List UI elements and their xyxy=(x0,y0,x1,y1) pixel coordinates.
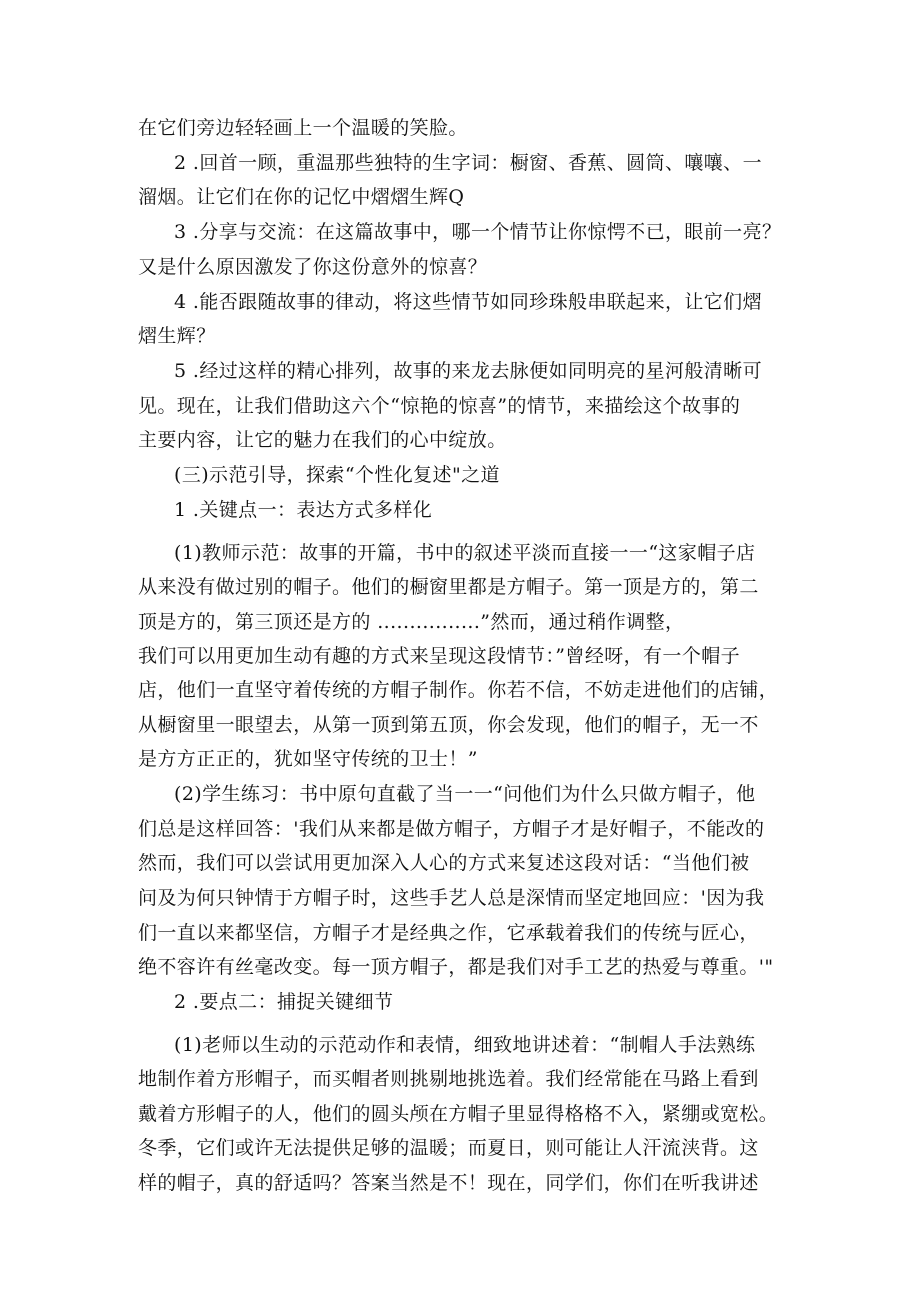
text-line: 从来没有做过别的帽子。他们的橱窗里都是方帽子。第一顶是方的，第二 xyxy=(138,576,759,598)
text-line: 戴着方形帽子的人，他们的圆头颅在方帽子里显得格格不入，紧绷或宽松。 xyxy=(138,1103,779,1125)
text-line: 顶是方的，第三顶还是方的 ................”然而，通过稍作调整， xyxy=(138,611,685,633)
text-line: 冬季，它们或许无法提供足够的温暖；而夏日，则可能让人汗流浃背。这 xyxy=(138,1137,759,1159)
text-line: 们一直以来都坚信，方帽子才是经典之作，它承载着我们的传统与匠心， xyxy=(138,922,759,944)
text-line: 溜烟。让它们在你的记忆中熠熠生辉Q xyxy=(138,186,465,208)
text-line: 3 .分享与交流：在这篇故事中，哪一个情节让你惊愕不已，眼前一亮？ xyxy=(174,221,782,243)
text-line: 5 .经过这样的精心排列，故事的来龙去脉便如同明亮的星河般清晰可 xyxy=(174,360,762,382)
text-line: 然而，我们可以尝试用更加深入人心的方式来复述这段对话：“当他们被 xyxy=(138,852,750,874)
subsection-heading: 2 .要点二：捕捉关键细节 xyxy=(174,991,394,1013)
text-line: 4 .能否跟随故事的律动，将这些情节如同珍珠般串联起来，让它们熠 xyxy=(174,291,762,313)
text-line: 2 .回首一顾，重温那些独特的生字词：橱窗、香蕉、圆筒、嚷嚷、一 xyxy=(174,152,762,174)
text-line: 我们可以用更加生动有趣的方式来呈现这段情节：”曾经呀，有一个帽子 xyxy=(138,645,741,667)
text-line: 是方方正正的，犹如坚守传统的卫士！” xyxy=(138,748,478,770)
section-heading: (三)示范引导，探索“个性化复述"之道 xyxy=(174,464,500,486)
text-line: 地制作着方形帽子，而买帽者则挑剔地挑选着。我们经常能在马路上看到 xyxy=(138,1068,759,1090)
text-line: 样的帽子，真的舒适吗？答案当然是不！现在，同学们，你们在听我讲述 xyxy=(138,1172,759,1194)
text-line: 绝不容许有丝毫改变。每一顶方帽子，都是我们对手工艺的热爱与尊重。'" xyxy=(138,956,774,978)
text-line: 们总是这样回答：'我们从来都是做方帽子，方帽子才是好帽子，不能改的 xyxy=(138,818,765,840)
text-line: 在它们旁边轻轻画上一个温暖的笑脸。 xyxy=(138,117,468,139)
text-line: 见。现在，让我们借助这六个“惊艳的惊喜”的情节，来描绘这个故事的 xyxy=(138,395,741,417)
subsection-heading: 1 .关键点一：表达方式多样化 xyxy=(174,499,433,521)
text-line: 主要内容，让它的魅力在我们的心中绽放。 xyxy=(138,429,507,451)
text-line: (1)教师示范：故事的开篇，书中的叙述平淡而直接一一“这家帽子店 xyxy=(174,542,756,564)
text-line: (2)学生练习：书中原句直截了当一一“问他们为什么只做方帽子，他 xyxy=(174,783,756,805)
text-line: 店，他们一直坚守着传统的方帽子制作。你若不信，不妨走进他们的店铺， xyxy=(138,679,779,701)
text-line: 又是什么原因激发了你这份意外的惊喜？ xyxy=(138,256,488,278)
text-line: 问及为何只钟情于方帽子时，这些手艺人总是深情而坚定地回应：'因为我 xyxy=(138,887,765,909)
text-line: 从橱窗里一眼望去，从第一顶到第五顶，你会发现，他们的帽子，无一不 xyxy=(138,714,759,736)
text-line: (1)老师以生动的示范动作和表情，细致地讲述着：“制帽人手法熟练 xyxy=(174,1034,756,1056)
text-line: 熠生辉？ xyxy=(138,325,216,347)
